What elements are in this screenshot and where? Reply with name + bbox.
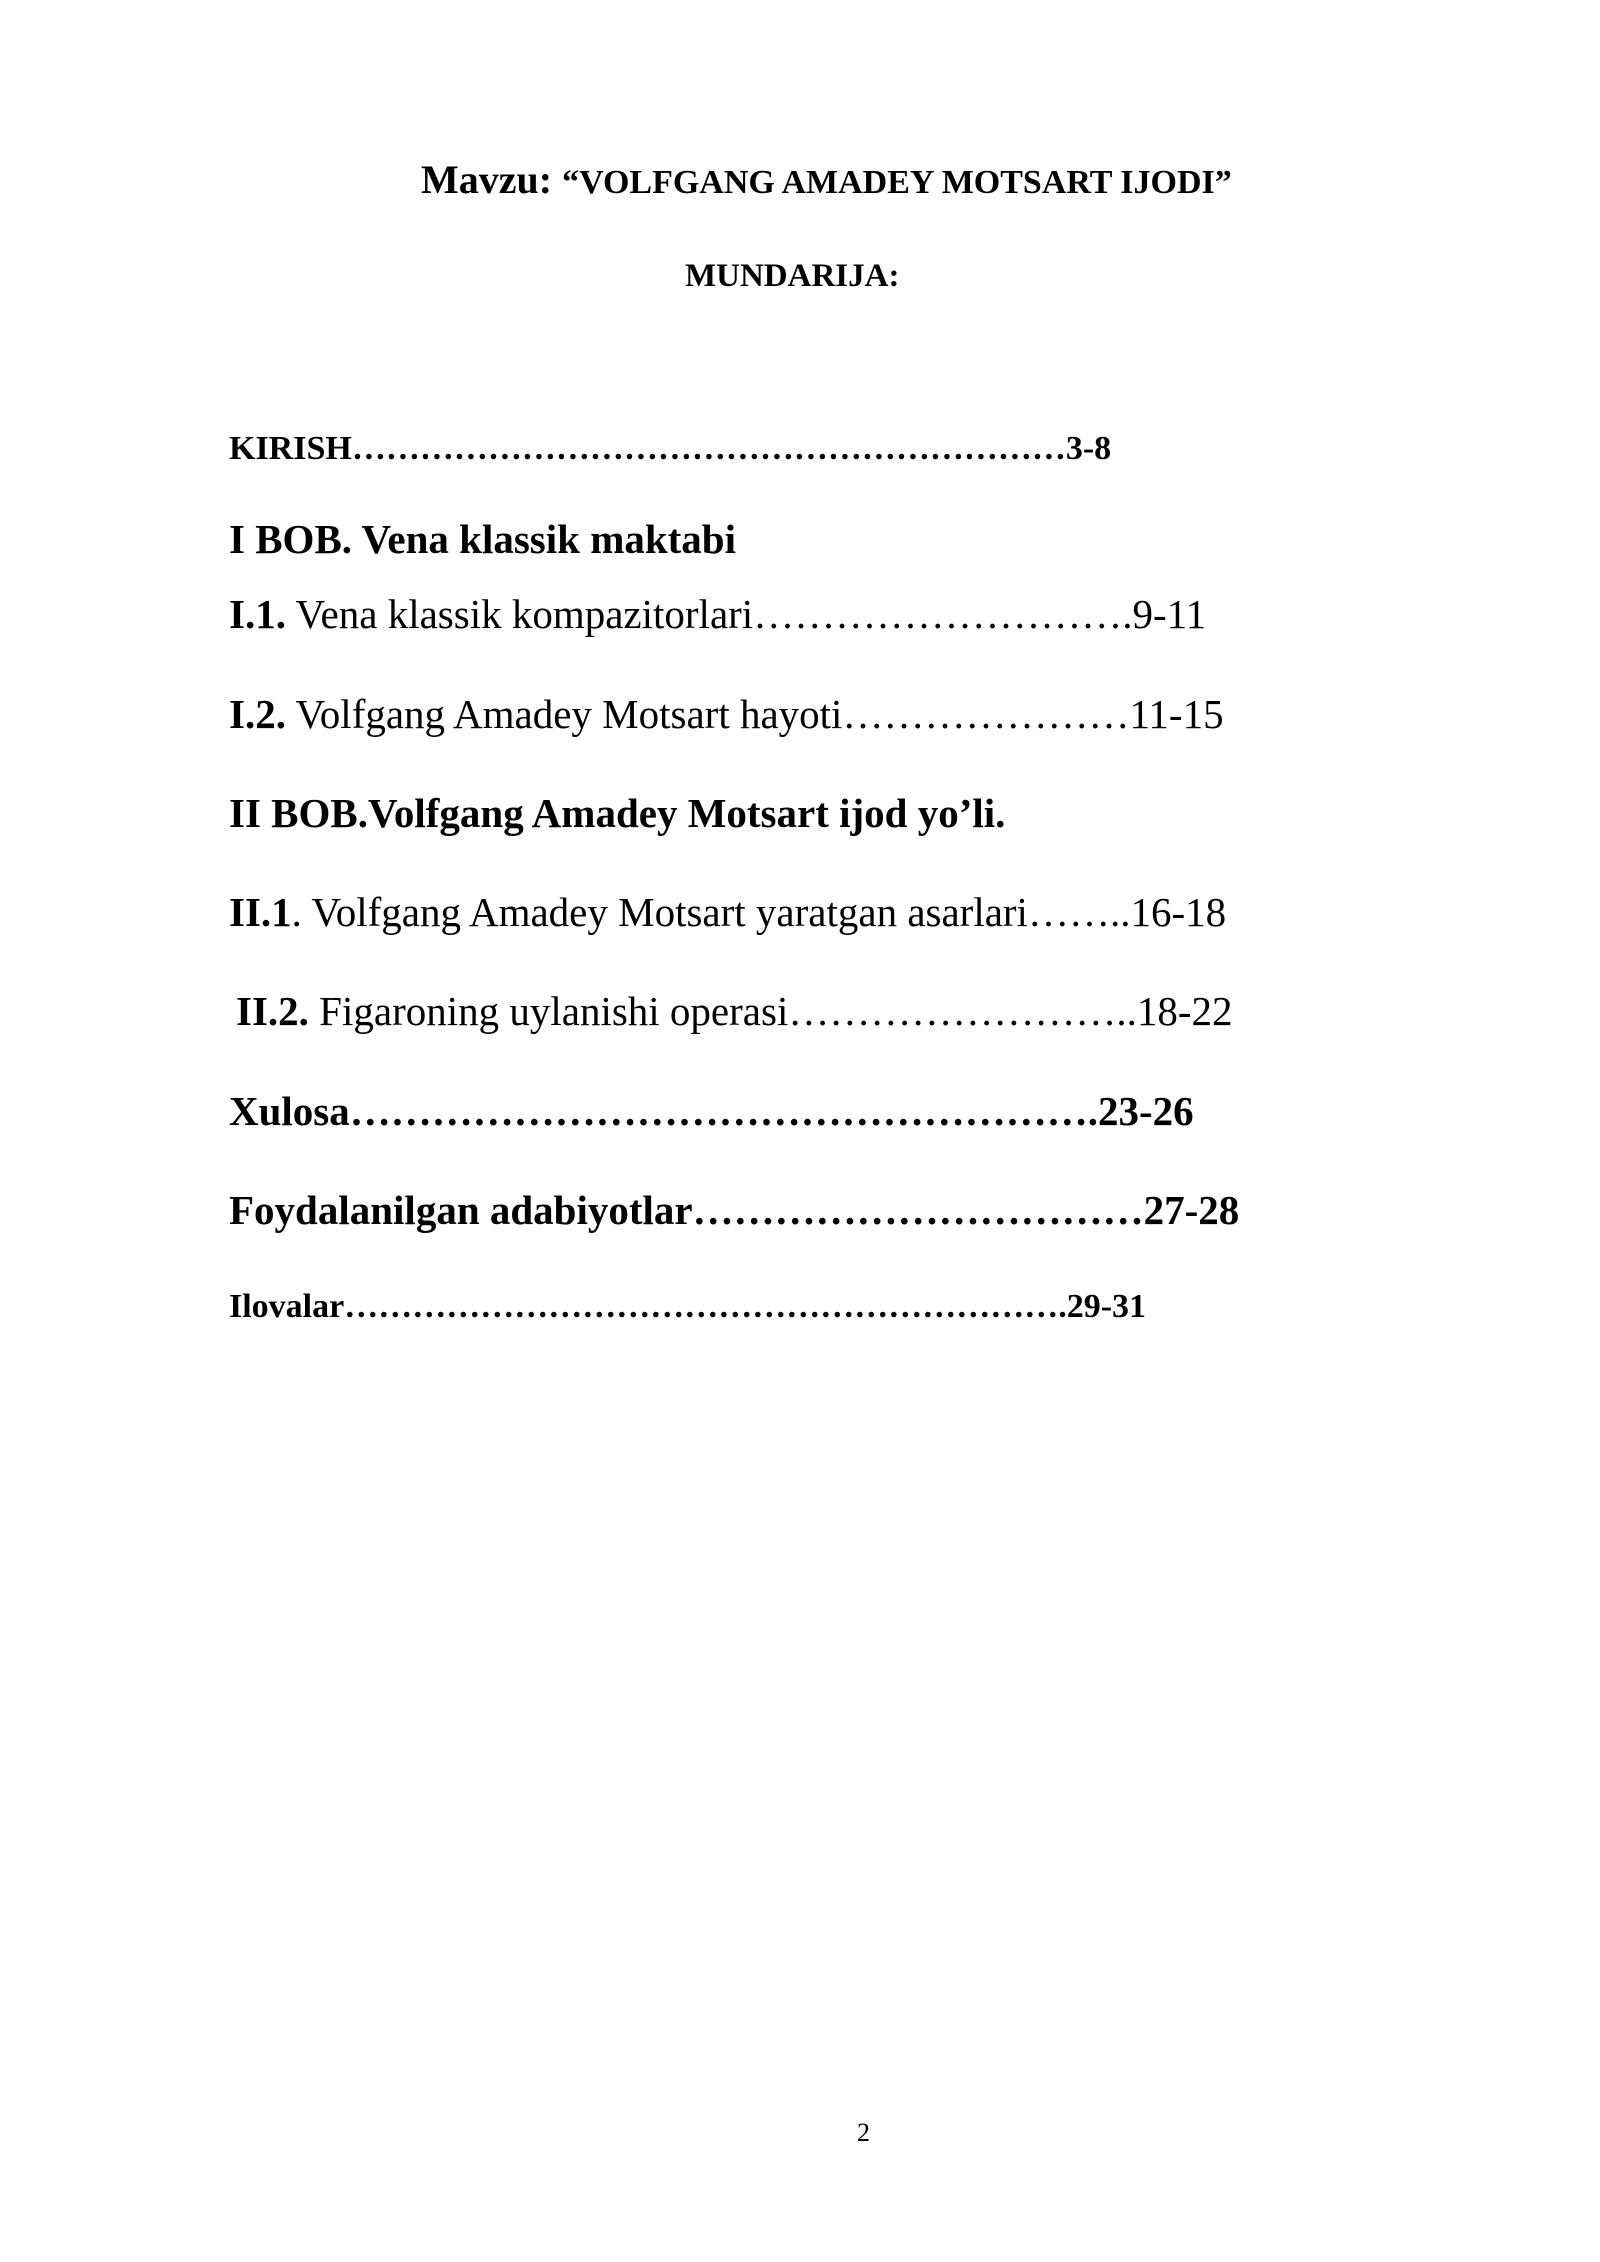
toc-entry-foydalanilgan-adabiyotlar	[229, 1187, 1240, 1233]
toc-entry-number: I.1.	[229, 591, 286, 637]
toc-page-range: 18-22	[1136, 988, 1233, 1034]
toc-entry-ii1	[229, 889, 1227, 935]
page-number: 2	[857, 2118, 870, 2147]
toc-page-range: 27-28	[1143, 1187, 1240, 1233]
toc-leader: ……………………….	[753, 591, 1133, 637]
toc-leader: ……..	[1027, 889, 1131, 935]
toc-entry-title: Volfgang Amadey Motsart hayoti	[285, 691, 843, 737]
toc-leader: …………………	[842, 691, 1130, 737]
toc-entry-title: Foydalanilgan adabiyotlar	[229, 1187, 693, 1233]
toc-leader: ……………………………	[692, 1187, 1144, 1233]
toc-heading: MUNDARIJA:	[685, 258, 900, 294]
mavzu-label: Mavzu:	[421, 157, 563, 202]
toc-entry-number: I.2.	[229, 691, 286, 737]
topic-title: “VOLFGANG AMADEY MOTSART IJODI”	[562, 164, 1232, 201]
toc-page-range: 23-26	[1098, 1088, 1194, 1134]
toc-page-range: 3-8	[1065, 430, 1112, 467]
toc-leader: ……………………..	[788, 988, 1137, 1034]
toc-page-range: 29-31	[1066, 1288, 1147, 1325]
toc-page-range: 9-11	[1132, 591, 1207, 637]
toc-leader: ………………………………………………………	[351, 430, 1066, 467]
toc-entry-xulosa	[229, 1088, 1194, 1134]
toc-entry-title: Vena klassik kompazitorlari	[285, 591, 754, 637]
toc-entry-number: II.2.	[236, 988, 309, 1034]
toc-entry-kirish	[229, 432, 1111, 466]
toc-entry-i2	[229, 691, 1224, 737]
toc-page-range: 11-15	[1129, 691, 1224, 737]
toc-entry-title: KIRISH	[229, 430, 352, 467]
toc-chapter-1: I BOB. Vena klassik maktabi	[229, 516, 736, 562]
toc-entry-title: Figaroning uylanishi operasi	[308, 988, 789, 1034]
toc-entry-number: II.1	[229, 889, 292, 935]
toc-entry-ilovalar	[229, 1290, 1146, 1324]
toc-entry-i1	[229, 591, 1207, 637]
toc-leader: ……………………………………………………….	[344, 1288, 1067, 1325]
toc-chapter-2: II BOB.Volfgang Amadey Motsart ijod yo’li.	[229, 790, 1006, 836]
toc-leader: ……………………………………………….	[349, 1088, 1099, 1134]
document-title	[421, 157, 1232, 202]
toc-page-range: 16-18	[1130, 889, 1227, 935]
toc-entry-ii2	[236, 988, 1233, 1034]
toc-entry-title: Ilovalar	[229, 1288, 345, 1325]
toc-entry-title: Xulosa	[229, 1088, 350, 1134]
toc-entry-title: . Volfgang Amadey Motsart yaratgan asarlari	[291, 889, 1028, 935]
